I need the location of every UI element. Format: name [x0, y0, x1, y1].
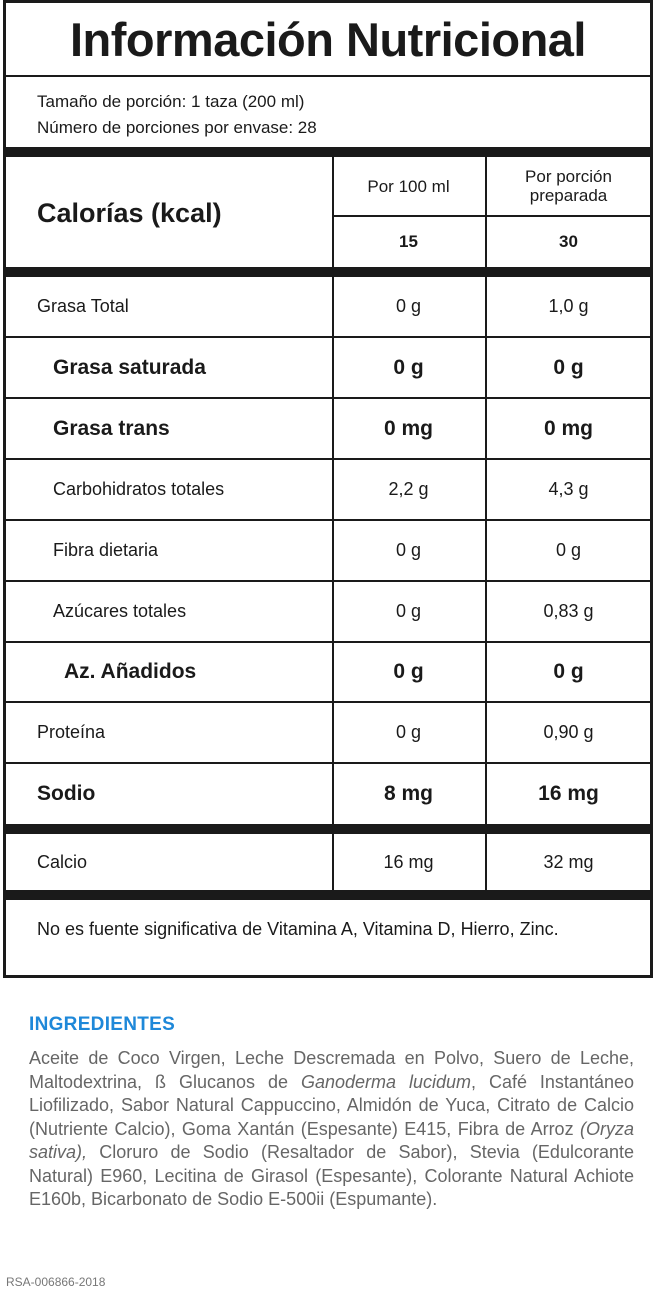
thick-divider	[6, 147, 650, 157]
nutrient-per-serving: 0 g	[553, 355, 584, 379]
nutrient-per-100ml: 8 mg	[383, 782, 433, 805]
registration-number: RSA-006866-2018	[6, 1275, 106, 1289]
table-row	[6, 277, 650, 336]
ingredients-italic1: Ganoderma lucidum	[300, 1071, 471, 1092]
table-row	[6, 764, 650, 824]
col-header-per-serving	[487, 157, 650, 215]
nutrient-per-serving: 1,0 g	[548, 296, 589, 316]
column-divider	[332, 157, 334, 890]
col-header-per-serving-line2: preparada	[529, 186, 608, 205]
table-row	[6, 521, 650, 580]
table-row	[6, 643, 650, 701]
nutrient-per-100ml: 2,2 g	[388, 479, 429, 499]
ingredients-part1: Aceite de Coco Virgen, Leche Descremada en Polvo, Suero de Leche, Maltodextrina, ß Glucanos de	[29, 1048, 634, 1092]
nutrient-per-100ml: 0 mg	[383, 416, 433, 440]
nutrient-name: Sodio	[37, 782, 96, 805]
nutrient-per-serving: 32 mg	[543, 851, 594, 872]
nutrient-per-100ml: 0 g	[393, 355, 424, 379]
column-divider	[485, 157, 487, 890]
serving-size: Tamaño de porción: 1 taza (200 ml)	[37, 92, 305, 111]
nutrient-name: Grasa trans	[53, 416, 170, 440]
calories-label: Calorías (kcal)	[37, 198, 222, 228]
table-row-calcium	[6, 834, 650, 890]
nutrient-name: Calcio	[37, 851, 88, 872]
nutrient-per-serving: 0,83 g	[543, 601, 594, 621]
nutrient-per-serving: 4,3 g	[548, 479, 589, 499]
ingredients-part3: Cloruro de Sodio (Resaltador de Sabor), Stevia (Edulcorante Natural) E960, Lecitina de Girasol (Espesante), Colorante Natural Achiote E160b, Bicarbonato de Sodio E-500ii (Espumante).	[29, 1142, 634, 1209]
nutrient-name: Azúcares totales	[53, 601, 187, 621]
ingredients-title: INGREDIENTES	[29, 1014, 176, 1035]
calories-per-100ml: 15	[399, 232, 418, 251]
table-row	[6, 338, 650, 397]
nutrient-name: Az. Añadidos	[64, 660, 197, 683]
nutrient-per-100ml: 0 g	[395, 722, 422, 742]
nutrient-name: Fibra dietaria	[53, 540, 159, 560]
ingredients-text	[29, 1047, 634, 1212]
divider	[6, 75, 650, 77]
nutrient-per-serving: 0 mg	[543, 416, 593, 440]
calories-per-serving: 30	[559, 232, 578, 251]
thick-divider	[6, 890, 650, 900]
footnote: No es fuente significativa de Vitamina A, Vitamina D, Hierro, Zinc.	[37, 919, 559, 939]
nutrient-name: Carbohidratos totales	[53, 479, 225, 499]
nutrient-per-serving: 0,90 g	[543, 722, 594, 742]
table-row	[6, 582, 650, 641]
nutrient-per-100ml: 0 g	[393, 660, 424, 683]
nutrient-name: Grasa Total	[37, 296, 129, 316]
nutrient-per-serving: 16 mg	[538, 782, 599, 805]
table-row	[6, 399, 650, 458]
nutrient-per-serving: 0 g	[555, 540, 582, 560]
panel-title: Información Nutricional	[70, 12, 586, 66]
nutrient-name: Grasa saturada	[53, 355, 206, 379]
nutrition-facts-panel	[3, 0, 653, 978]
nutrient-per-serving: 0 g	[553, 660, 584, 683]
thick-divider	[6, 824, 650, 834]
table-row	[6, 460, 650, 519]
col-header-per-serving-line1: Por porción	[525, 167, 612, 186]
nutrient-per-100ml: 0 g	[395, 540, 422, 560]
nutrient-name: Proteína	[37, 722, 106, 742]
table-row	[6, 703, 650, 762]
nutrient-per-100ml: 0 g	[395, 296, 422, 316]
ingredients-italic2: (Oryza sativa),	[29, 1118, 634, 1162]
nutrient-per-100ml: 0 g	[395, 601, 422, 621]
col-header-per-100ml: Por 100 ml	[367, 176, 450, 196]
nutrient-per-100ml: 16 mg	[383, 851, 434, 872]
ingredients-part2: , Café Instantáneo Liofilizado, Sabor Natural Cappuccino, Almidón de Yuca, Citrato de Calcio (Nutriente Calcio), Goma Xantán (Espesante) E415, Fibra de Arroz	[29, 1071, 634, 1139]
servings-per-container: Número de porciones por envase: 28	[37, 118, 317, 137]
thick-divider	[6, 267, 650, 277]
